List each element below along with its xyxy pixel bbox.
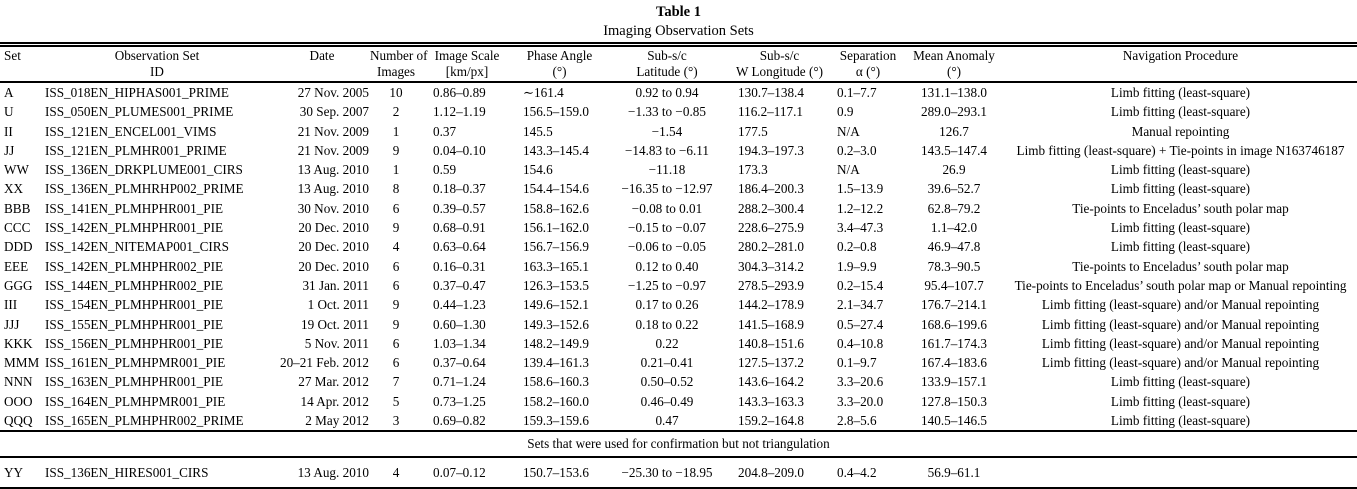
cell-phase-angle: 149.6–152.1 <box>523 297 589 313</box>
cell-separation: 1.5–13.9 <box>837 181 884 197</box>
cell-phase-angle: 159.3–159.6 <box>523 413 589 429</box>
cell-image-scale: 0.59 <box>433 162 457 178</box>
column-header-set: Set <box>4 48 21 63</box>
cell-image-scale: 0.71–1.24 <box>433 374 486 390</box>
cell-sub-sc-longitude: 140.8–151.6 <box>738 335 804 351</box>
table-caption <box>0 3 1357 41</box>
column-header-image-scale: Image Scale [km/px] <box>434 48 500 79</box>
cell-sub-sc-latitude: 0.46–0.49 <box>640 393 694 409</box>
cell-phase-angle: 156.7–156.9 <box>523 239 589 255</box>
table-row <box>0 257 1357 276</box>
table-row <box>0 199 1357 218</box>
cell-num-images: 4 <box>392 239 400 255</box>
cell-set: MMM <box>4 355 40 371</box>
cell-sub-sc-latitude: 0.21–0.41 <box>640 355 694 371</box>
cell-num-images: 9 <box>392 142 400 158</box>
cell-mean-anomaly: 161.7–174.3 <box>921 335 987 351</box>
column-header-sub-sc-latitude: Sub-s/c Latitude (°) <box>636 48 698 79</box>
cell-sub-sc-latitude: 0.47 <box>655 413 679 429</box>
cell-set: KKK <box>4 335 33 351</box>
table-row <box>0 315 1357 334</box>
table-body-main <box>0 82 1357 431</box>
table-row <box>0 392 1357 411</box>
cell-nav-procedure: Limb fitting (least-square) <box>1110 181 1251 197</box>
table-number: Table 1 <box>656 4 701 20</box>
cell-sub-sc-longitude: 143.3–163.3 <box>738 393 804 409</box>
cell-mean-anomaly: 127.8–150.3 <box>921 393 987 409</box>
cell-sub-sc-longitude: 177.5 <box>738 123 768 139</box>
cell-num-images: 8 <box>392 181 400 197</box>
cell-sub-sc-longitude: 204.8–209.0 <box>738 465 804 481</box>
column-header-mean-anomaly: Mean Anomaly (°) <box>913 48 995 79</box>
cell-set: JJJ <box>4 316 20 332</box>
cell-sub-sc-latitude: −11.18 <box>648 162 686 178</box>
column-header-date: Date <box>309 48 335 63</box>
table-row <box>0 141 1357 160</box>
cell-nav-procedure: Limb fitting (least-square) <box>1110 85 1251 100</box>
cell-image-scale: 0.37 <box>433 123 457 139</box>
cell-sub-sc-longitude: 116.2–117.1 <box>738 104 803 120</box>
cell-image-scale: 0.68–0.91 <box>433 220 486 236</box>
cell-observation-id: ISS_142EN_PLMHPHR002_PIE <box>45 258 224 274</box>
cell-set: II <box>4 123 13 139</box>
cell-sub-sc-latitude: −0.06 to −0.05 <box>628 239 706 255</box>
cell-sub-sc-longitude: 127.5–137.2 <box>738 355 804 371</box>
cell-observation-id: ISS_136EN_HIRES001_CIRS <box>45 465 209 481</box>
table-row <box>0 82 1357 102</box>
cell-image-scale: 0.69–0.82 <box>433 413 486 429</box>
cell-sub-sc-latitude: 0.18 to 0.22 <box>635 316 699 332</box>
cell-image-scale: 0.63–0.64 <box>433 239 486 255</box>
cell-date: 30 Sep. 2007 <box>299 104 369 120</box>
cell-separation: 1.2–12.2 <box>837 200 884 216</box>
column-header-nav-procedure: Navigation Procedure <box>1122 48 1239 63</box>
cell-date: 1 Oct. 2011 <box>307 297 369 313</box>
cell-observation-id: ISS_121EN_ENCEL001_VIMS <box>45 123 217 139</box>
cell-sub-sc-latitude: −1.25 to −0.97 <box>628 277 706 293</box>
cell-phase-angle: 126.3–153.5 <box>523 277 589 293</box>
cell-set: JJ <box>4 142 15 158</box>
cell-sub-sc-latitude: 0.17 to 0.26 <box>635 297 699 313</box>
cell-observation-id: ISS_136EN_DRKPLUME001_CIRS <box>45 162 243 178</box>
cell-sub-sc-latitude: −0.08 to 0.01 <box>631 200 703 216</box>
cell-nav-procedure: Limb fitting (least-square) + Tie-points in image N163746187 <box>1016 142 1345 158</box>
table-row <box>0 353 1357 372</box>
cell-date: 13 Aug. 2010 <box>297 162 369 178</box>
cell-phase-angle: 154.6 <box>523 162 553 178</box>
cell-nav-procedure: Limb fitting (least-square) <box>1110 374 1251 390</box>
cell-mean-anomaly: 56.9–61.1 <box>927 465 981 481</box>
cell-image-scale: 0.60–1.30 <box>433 316 486 332</box>
cell-sub-sc-latitude: 0.50–0.52 <box>640 374 694 390</box>
column-header-separation: Separation α (°) <box>839 48 897 79</box>
cell-image-scale: 1.12–1.19 <box>433 104 486 120</box>
cell-sub-sc-latitude: 0.22 <box>655 335 679 351</box>
table-row <box>0 179 1357 198</box>
cell-num-images: 2 <box>392 104 400 120</box>
cell-phase-angle: 156.5–159.0 <box>523 104 589 120</box>
cell-date: 20 Dec. 2010 <box>298 220 369 236</box>
cell-set: U <box>4 104 14 120</box>
cell-num-images: 9 <box>392 297 400 313</box>
cell-nav-procedure: Tie-points to Enceladus’ south polar map <box>1072 200 1289 216</box>
cell-phase-angle: 156.1–162.0 <box>523 220 589 236</box>
cell-set: GGG <box>4 277 33 293</box>
cell-separation: 0.1–7.7 <box>837 85 877 100</box>
cell-mean-anomaly: 1.1–42.0 <box>930 220 978 236</box>
cell-separation: 2.8–5.6 <box>837 413 877 429</box>
cell-nav-procedure: Tie-points to Enceladus’ south polar map or Manual repointing <box>1014 277 1347 293</box>
cell-num-images: 1 <box>392 162 400 178</box>
cell-image-scale: 0.86–0.89 <box>433 85 486 100</box>
cell-observation-id: ISS_161EN_PLMHPMR001_PIE <box>45 355 226 371</box>
cell-phase-angle: 158.2–160.0 <box>523 393 589 409</box>
cell-phase-angle: 143.3–145.4 <box>523 142 589 158</box>
cell-date: 27 Mar. 2012 <box>298 374 369 390</box>
cell-nav-procedure: Limb fitting (least-square) <box>1110 220 1251 236</box>
cell-date: 20 Dec. 2010 <box>298 239 369 255</box>
cell-date: 2 May 2012 <box>305 413 369 429</box>
table-row <box>0 372 1357 391</box>
cell-sub-sc-longitude: 186.4–200.3 <box>738 181 804 197</box>
cell-date: 14 Apr. 2012 <box>300 393 369 409</box>
cell-sub-sc-latitude: −1.54 <box>651 123 683 139</box>
cell-sub-sc-longitude: 144.2–178.9 <box>738 297 804 313</box>
cell-observation-id: ISS_018EN_HIPHAS001_PRIME <box>45 85 229 100</box>
cell-set: EEE <box>4 258 29 274</box>
cell-num-images: 6 <box>392 335 400 351</box>
table-row <box>0 218 1357 237</box>
cell-phase-angle: ∼161.4 <box>523 85 564 100</box>
cell-num-images: 6 <box>392 200 400 216</box>
cell-observation-id: ISS_163EN_PLMHPHR001_PIE <box>45 374 224 390</box>
cell-separation: 0.5–27.4 <box>837 316 884 332</box>
cell-sub-sc-longitude: 141.5–168.9 <box>738 316 804 332</box>
cell-sub-sc-longitude: 304.3–314.2 <box>738 258 804 274</box>
cell-date: 21 Nov. 2009 <box>297 123 369 139</box>
cell-num-images: 9 <box>392 316 400 332</box>
cell-num-images: 4 <box>392 465 400 481</box>
cell-sub-sc-latitude: −25.30 to −18.95 <box>621 465 713 481</box>
cell-image-scale: 0.18–0.37 <box>433 181 486 197</box>
table-row <box>0 457 1357 488</box>
cell-separation: 0.2–15.4 <box>837 277 884 293</box>
cell-separation: 0.4–4.2 <box>837 465 877 481</box>
cell-set: CCC <box>4 220 31 236</box>
cell-sub-sc-latitude: −0.15 to −0.07 <box>628 220 706 236</box>
cell-date: 27 Nov. 2005 <box>297 85 369 100</box>
cell-mean-anomaly: 46.9–47.8 <box>927 239 981 255</box>
cell-set: NNN <box>4 374 33 390</box>
cell-date: 21 Nov. 2009 <box>297 142 369 158</box>
cell-separation: 3.4–47.3 <box>837 220 884 236</box>
cell-image-scale: 0.37–0.64 <box>433 355 486 371</box>
cell-observation-id: ISS_136EN_PLMHRHP002_PRIME <box>45 181 244 197</box>
cell-num-images: 5 <box>392 393 400 409</box>
cell-image-scale: 0.73–1.25 <box>433 393 486 409</box>
table-row <box>0 334 1357 353</box>
cell-set: YY <box>4 465 24 481</box>
cell-date: 13 Aug. 2010 <box>297 181 369 197</box>
cell-image-scale: 0.37–0.47 <box>433 277 486 293</box>
cell-image-scale: 0.39–0.57 <box>433 200 486 216</box>
cell-observation-id: ISS_155EN_PLMHPHR001_PIE <box>45 316 224 332</box>
cell-nav-procedure: Limb fitting (least-square) <box>1110 239 1251 255</box>
cell-observation-id: ISS_154EN_PLMHPHR001_PIE <box>45 297 224 313</box>
cell-num-images: 6 <box>392 355 400 371</box>
cell-set: WW <box>4 162 29 178</box>
cell-mean-anomaly: 289.0–293.1 <box>921 104 987 120</box>
cell-date: 31 Jan. 2011 <box>302 277 369 293</box>
cell-sub-sc-longitude: 228.6–275.9 <box>738 220 804 236</box>
cell-num-images: 7 <box>392 374 400 390</box>
table-row <box>0 122 1357 141</box>
cell-separation: 0.4–10.8 <box>837 335 884 351</box>
cell-observation-id: ISS_164EN_PLMHPMR001_PIE <box>45 393 226 409</box>
cell-phase-angle: 145.5 <box>523 123 553 139</box>
cell-image-scale: 0.16–0.31 <box>433 258 486 274</box>
cell-phase-angle: 139.4–161.3 <box>523 355 589 371</box>
column-header-num-images: Number of Images <box>370 48 428 79</box>
cell-separation: N/A <box>837 123 860 139</box>
section-break-band <box>0 431 1357 457</box>
cell-separation: 0.1–9.7 <box>837 355 877 371</box>
cell-mean-anomaly: 95.4–107.7 <box>924 277 984 293</box>
cell-nav-procedure: Tie-points to Enceladus’ south polar map <box>1072 258 1289 274</box>
cell-image-scale: 0.04–0.10 <box>433 142 486 158</box>
cell-separation: N/A <box>837 162 860 178</box>
table-row <box>0 276 1357 295</box>
column-header-sub-sc-longitude: Sub-s/c W Longitude (°) <box>735 48 824 79</box>
cell-nav-procedure: Limb fitting (least-square) and/or Manual repointing <box>1041 335 1320 351</box>
cell-separation: 0.2–3.0 <box>837 142 877 158</box>
cell-separation: 0.9 <box>837 104 854 120</box>
cell-mean-anomaly: 131.1–138.0 <box>921 85 987 100</box>
table-row <box>0 237 1357 256</box>
table-row <box>0 411 1357 431</box>
cell-num-images: 9 <box>392 220 400 236</box>
cell-sub-sc-longitude: 194.3–197.3 <box>738 142 804 158</box>
cell-nav-procedure: Limb fitting (least-square) <box>1110 413 1251 429</box>
cell-observation-id: ISS_144EN_PLMHPHR002_PIE <box>45 277 224 293</box>
cell-date: 20 Dec. 2010 <box>298 258 369 274</box>
cell-date: 30 Nov. 2010 <box>297 200 369 216</box>
cell-nav-procedure: Limb fitting (least-square) <box>1110 393 1251 409</box>
cell-mean-anomaly: 39.6–52.7 <box>927 181 981 197</box>
cell-mean-anomaly: 168.6–199.6 <box>921 316 987 332</box>
cell-sub-sc-longitude: 278.5–293.9 <box>738 277 804 293</box>
cell-nav-procedure: Limb fitting (least-square) <box>1110 104 1251 120</box>
cell-nav-procedure: Limb fitting (least-square) <box>1110 162 1251 178</box>
table-header <box>0 45 1357 83</box>
cell-observation-id: ISS_165EN_PLMHPHR002_PRIME <box>45 413 244 429</box>
cell-separation: 2.1–34.7 <box>837 297 884 313</box>
cell-sub-sc-latitude: −1.33 to −0.85 <box>628 104 706 120</box>
cell-observation-id: ISS_142EN_NITEMAP001_CIRS <box>45 239 229 255</box>
cell-image-scale: 0.44–1.23 <box>433 297 486 313</box>
cell-phase-angle: 158.8–162.6 <box>523 200 589 216</box>
cell-sub-sc-longitude: 159.2–164.8 <box>738 413 804 429</box>
cell-sub-sc-latitude: 0.12 to 0.40 <box>635 258 699 274</box>
cell-phase-angle: 158.6–160.3 <box>523 374 589 390</box>
cell-set: XX <box>4 181 24 197</box>
cell-mean-anomaly: 133.9–157.1 <box>921 374 987 390</box>
column-header-phase-angle: Phase Angle (°) <box>526 48 593 79</box>
cell-nav-procedure: Limb fitting (least-square) and/or Manual repointing <box>1041 355 1320 371</box>
column-header-observation-id: Observation Set ID <box>114 48 200 79</box>
cell-nav-procedure: Limb fitting (least-square) and/or Manual repointing <box>1041 316 1320 332</box>
cell-mean-anomaly: 26.9 <box>942 162 966 178</box>
cell-sub-sc-longitude: 143.6–164.2 <box>738 374 804 390</box>
cell-mean-anomaly: 140.5–146.5 <box>921 413 987 429</box>
imaging-observation-sets-table <box>0 42 1357 489</box>
section-break-label: Sets that were used for confirmation but not triangulation <box>527 436 830 452</box>
cell-mean-anomaly: 126.7 <box>939 123 969 139</box>
cell-phase-angle: 148.2–149.9 <box>523 335 589 351</box>
cell-num-images: 1 <box>392 123 400 139</box>
cell-separation: 3.3–20.0 <box>837 393 884 409</box>
cell-sub-sc-latitude: 0.92 to 0.94 <box>635 85 699 100</box>
cell-phase-angle: 163.3–165.1 <box>523 258 589 274</box>
cell-mean-anomaly: 143.5–147.4 <box>921 142 987 158</box>
cell-sub-sc-longitude: 130.7–138.4 <box>738 85 804 100</box>
cell-nav-procedure <box>1004 457 1357 488</box>
table-row <box>0 160 1357 179</box>
cell-observation-id: ISS_141EN_PLMHPHR001_PIE <box>45 200 224 216</box>
cell-separation: 1.9–9.9 <box>837 258 877 274</box>
cell-num-images: 10 <box>389 85 403 100</box>
cell-set: OOO <box>4 393 33 409</box>
cell-separation: 0.2–0.8 <box>837 239 877 255</box>
header-row <box>0 45 1357 83</box>
cell-observation-id: ISS_156EN_PLMHPHR001_PIE <box>45 335 224 351</box>
cell-sub-sc-latitude: −14.83 to −6.11 <box>625 142 709 158</box>
cell-nav-procedure: Limb fitting (least-square) and/or Manual repointing <box>1041 297 1320 313</box>
cell-mean-anomaly: 176.7–214.1 <box>921 297 987 313</box>
cell-separation: 3.3–20.6 <box>837 374 884 390</box>
table-row <box>0 102 1357 121</box>
cell-image-scale: 0.07–0.12 <box>433 465 486 481</box>
cell-mean-anomaly: 167.4–183.6 <box>921 355 987 371</box>
cell-nav-procedure: Manual repointing <box>1131 123 1230 139</box>
cell-observation-id: ISS_050EN_PLUMES001_PRIME <box>45 104 234 120</box>
section-break-row <box>0 431 1357 457</box>
cell-num-images: 6 <box>392 277 400 293</box>
cell-set: A <box>4 85 14 100</box>
cell-sub-sc-longitude: 288.2–300.4 <box>738 200 804 216</box>
cell-sub-sc-longitude: 280.2–281.0 <box>738 239 804 255</box>
cell-set: III <box>4 297 18 313</box>
table-row <box>0 295 1357 314</box>
cell-num-images: 3 <box>392 413 400 429</box>
cell-sub-sc-longitude: 173.3 <box>738 162 768 178</box>
cell-set: QQQ <box>4 413 33 429</box>
cell-phase-angle: 150.7–153.6 <box>523 465 589 481</box>
table-title: Imaging Observation Sets <box>603 23 754 39</box>
cell-image-scale: 1.03–1.34 <box>433 335 486 351</box>
cell-mean-anomaly: 78.3–90.5 <box>927 258 981 274</box>
cell-date: 5 Nov. 2011 <box>304 335 369 351</box>
cell-phase-angle: 149.3–152.6 <box>523 316 589 332</box>
cell-observation-id: ISS_121EN_PLMHR001_PRIME <box>45 142 227 158</box>
cell-date: 19 Oct. 2011 <box>300 316 369 332</box>
cell-sub-sc-latitude: −16.35 to −12.97 <box>621 181 713 197</box>
cell-num-images: 6 <box>392 258 400 274</box>
cell-phase-angle: 154.4–154.6 <box>523 181 589 197</box>
table-body-confirmation <box>0 457 1357 488</box>
cell-set: DDD <box>4 239 33 255</box>
cell-date: 13 Aug. 2010 <box>297 465 369 481</box>
cell-set: BBB <box>4 200 31 216</box>
cell-date: 20–21 Feb. 2012 <box>279 355 369 371</box>
cell-observation-id: ISS_142EN_PLMHPHR001_PIE <box>45 220 224 236</box>
cell-mean-anomaly: 62.8–79.2 <box>927 200 981 216</box>
